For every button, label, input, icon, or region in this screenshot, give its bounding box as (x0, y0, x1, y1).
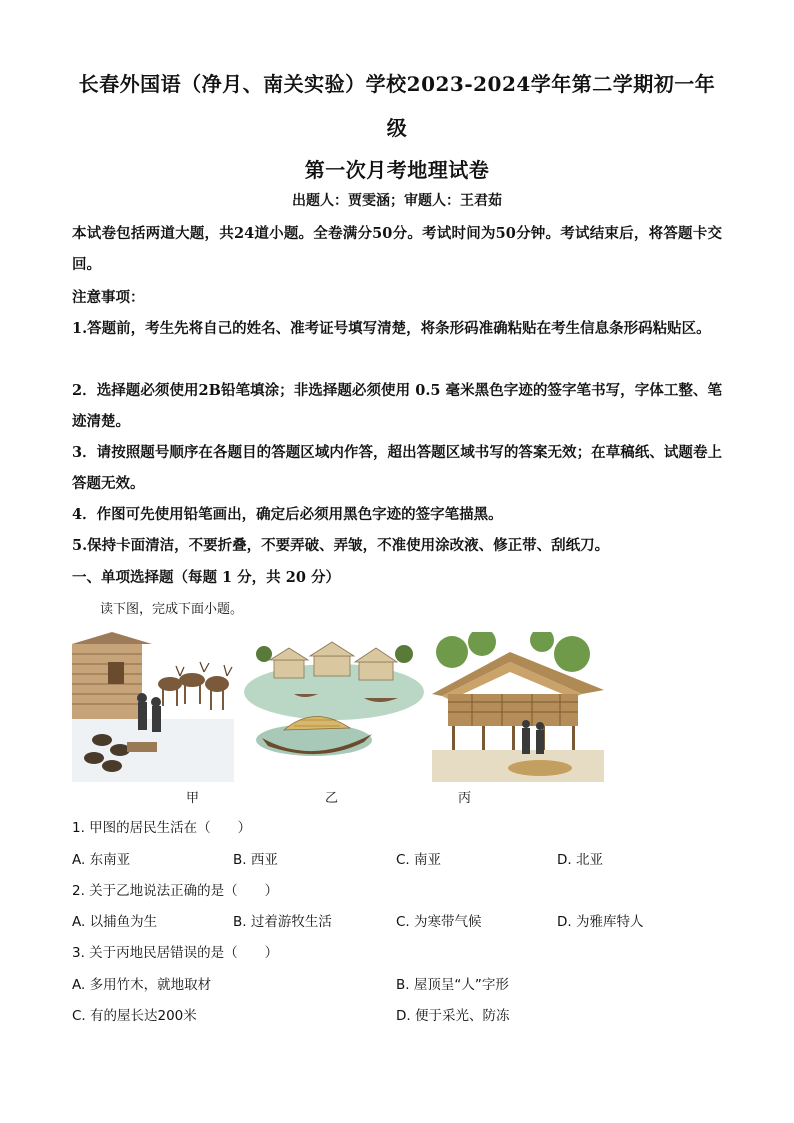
figure-caption-bing: 丙 (458, 791, 472, 806)
question-3-option-b[interactable]: B. 屋顶呈“人”字形 (396, 977, 509, 993)
section1-heading: 一、单项选择题（每题 1 分，共 20 分） (72, 569, 340, 586)
question-1-option-a[interactable]: A. 东南亚 (72, 852, 131, 868)
exam-intro: 本试卷包括两道大题，共24道小题。全卷满分50分。考试时间为50分钟。考试结束后，将答题卡交回。 (72, 225, 722, 273)
question-2-option-a[interactable]: A. 以捕鱼为生 (72, 914, 158, 930)
exam-title-line2: 级 (386, 116, 408, 140)
figure-yi-illustration (244, 632, 424, 782)
question-3-stem: 3. 关于丙地民居错误的是（ ） (72, 945, 279, 961)
exam-authors: 出题人：贾雯涵；审题人：王君茹 (292, 193, 502, 209)
section1-instruction: 读下图，完成下面小题。 (100, 602, 244, 617)
figure-bing-illustration (432, 632, 604, 782)
question-2-option-d[interactable]: D. 为雅库特人 (557, 914, 644, 930)
question-3-option-c[interactable]: C. 有的屋长达200米 (72, 1008, 197, 1024)
question-2-option-b[interactable]: B. 过着游牧生活 (233, 914, 332, 930)
question-1-stem: 1. 甲图的居民生活在（ ） (72, 820, 252, 836)
question-1-option-d[interactable]: D. 北亚 (557, 852, 603, 868)
question-3-option-d[interactable]: D. 便于采光、防冻 (396, 1008, 510, 1024)
note-item-3: 3．请按照题号顺序在各题目的答题区域内作答，超出答题区域书写的答案无效；在草稿纸、试题卷上答题无效。 (72, 444, 722, 492)
note-item-2: 2．选择题必须使用2B铅笔填涂；非选择题必须使用 0.5 毫米黑色字迹的签字笔书写，字体工整、笔迹清楚。 (72, 382, 722, 430)
question-2-stem: 2. 关于乙地说法正确的是（ ） (72, 883, 279, 899)
question-2-option-c[interactable]: C. 为寒带气候 (396, 914, 482, 930)
figure-caption-jia: 甲 (186, 791, 200, 806)
exam-title-line3: 第一次月考地理试卷 (304, 158, 490, 182)
figure-jia-illustration (72, 632, 234, 782)
exam-title-line1: 长春外国语（净月、南关实验）学校2023-2024学年第二学期初一年 (78, 72, 716, 96)
note-item-4: 4．作图可先使用铅笔画出，确定后必须用黑色字迹的签字笔描黑。 (72, 506, 503, 523)
question-1-option-b[interactable]: B. 西亚 (233, 852, 278, 868)
figure-caption-yi: 乙 (325, 791, 339, 806)
notes-heading: 注意事项： (72, 289, 145, 306)
note-item-5: 5.保持卡面清洁，不要折叠，不要弄破、弄皱，不准使用涂改液、修正带、刮纸刀。 (72, 537, 610, 554)
question-3-option-a[interactable]: A. 多用竹木，就地取材 (72, 977, 212, 993)
note-item-1: 1.答题前，考生先将自己的姓名、准考证号填写清楚，将条形码准确粘贴在考生信息条形码粘贴区。 (72, 320, 711, 337)
question-1-option-c[interactable]: C. 南亚 (396, 852, 442, 868)
